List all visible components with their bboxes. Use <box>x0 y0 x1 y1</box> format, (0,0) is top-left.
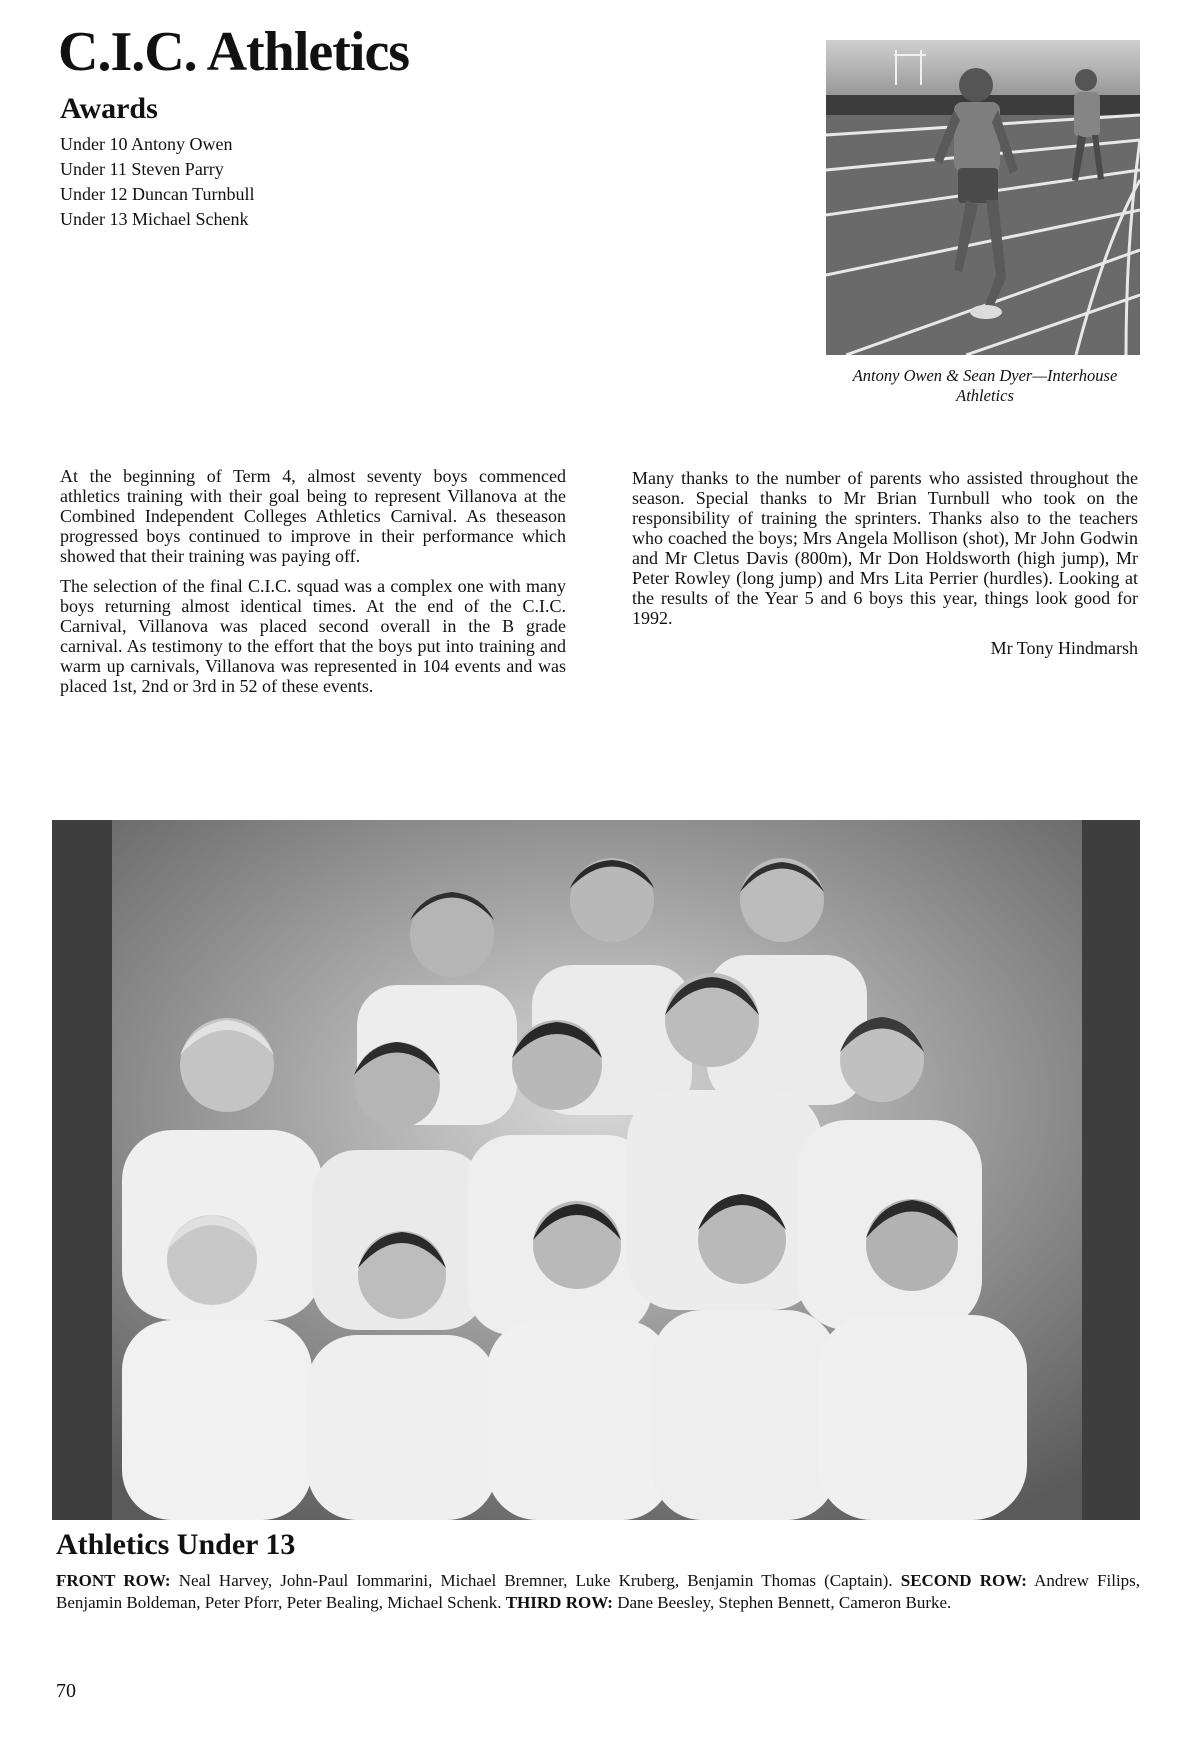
article-right-column <box>632 468 1138 658</box>
third-row-names: Dane Beesley, Stephen Bennett, Cameron Burke. <box>617 1593 952 1612</box>
page-number: 70 <box>56 1680 76 1702</box>
article-paragraph: At the beginning of Term 4, almost seventy boys commenced athletics training with their goal being to represent Villanova at the Combined Independent Colleges Athletics Carnival. As theseason progressed boys continued to improve in their performance which showed that their training was paying off. <box>60 466 566 566</box>
award-item: Under 13 Michael Schenk <box>60 209 249 229</box>
team-photo <box>52 820 1140 1520</box>
third-row-label: THIRD ROW: <box>505 1593 613 1612</box>
award-item: Under 12 Duncan Turnbull <box>60 184 255 204</box>
page-title: C.I.C. Athletics <box>58 21 410 83</box>
award-item: Under 10 Antony Owen <box>60 134 233 154</box>
caption-line: Athletics <box>956 386 1014 405</box>
front-row-names: Neal Harvey, John-Paul Iommarini, Michael Bremner, Luke Kruberg, Benjamin Thomas (Captain). <box>178 1571 893 1590</box>
article-paragraph: The selection of the final C.I.C. squad was a complex one with many boys returning almost identical times. At the end of the C.I.C. Carnival, Villanova was placed second overall in the B grade carnival. As testimony to the effort that the boys put into training and warm up carnivals, Villanova was represented in 104 events and was placed 1st, 2nd or 3rd in 52 of these events. <box>60 576 566 696</box>
track-photo-image <box>826 40 1140 355</box>
award-item: Under 11 Steven Parry <box>60 159 224 179</box>
team-photo-image <box>52 820 1140 1520</box>
article-paragraph: Many thanks to the number of parents who assisted throughout the season. Special thanks to Mr Brian Turnbull who took on the responsibility of training the sprinters. Thanks also to the teachers who coached the boys; Mrs Angela Mollison (shot), Mr John Godwin and Mr Cletus Davis (800m), Mr Don Holdsworth (high jump), Mr Peter Rowley (long jump) and Mrs Lita Perrier (hurdles). Looking at the results of the Year 5 and 6 boys this year, things look good for 1992. <box>632 468 1138 628</box>
team-photo-caption <box>56 1570 1140 1614</box>
caption-line: Antony Owen & Sean Dyer—Interhouse <box>852 366 1118 385</box>
track-photo-caption <box>800 366 1170 406</box>
awards-list <box>60 132 255 232</box>
track-photo <box>826 40 1140 355</box>
second-row-names: Andrew Filips, Benjamin Boldeman, Peter Pforr, Peter Bealing, Michael Schenk. <box>56 1571 1141 1612</box>
author-signature: Mr Tony Hindmarsh <box>990 638 1138 658</box>
article-left-column <box>60 466 566 706</box>
front-row-label: FRONT ROW: <box>56 1571 171 1590</box>
second-row-label: SECOND ROW: <box>900 1571 1027 1590</box>
awards-heading: Awards <box>60 92 158 125</box>
team-photo-title: Athletics Under 13 <box>56 1528 296 1561</box>
